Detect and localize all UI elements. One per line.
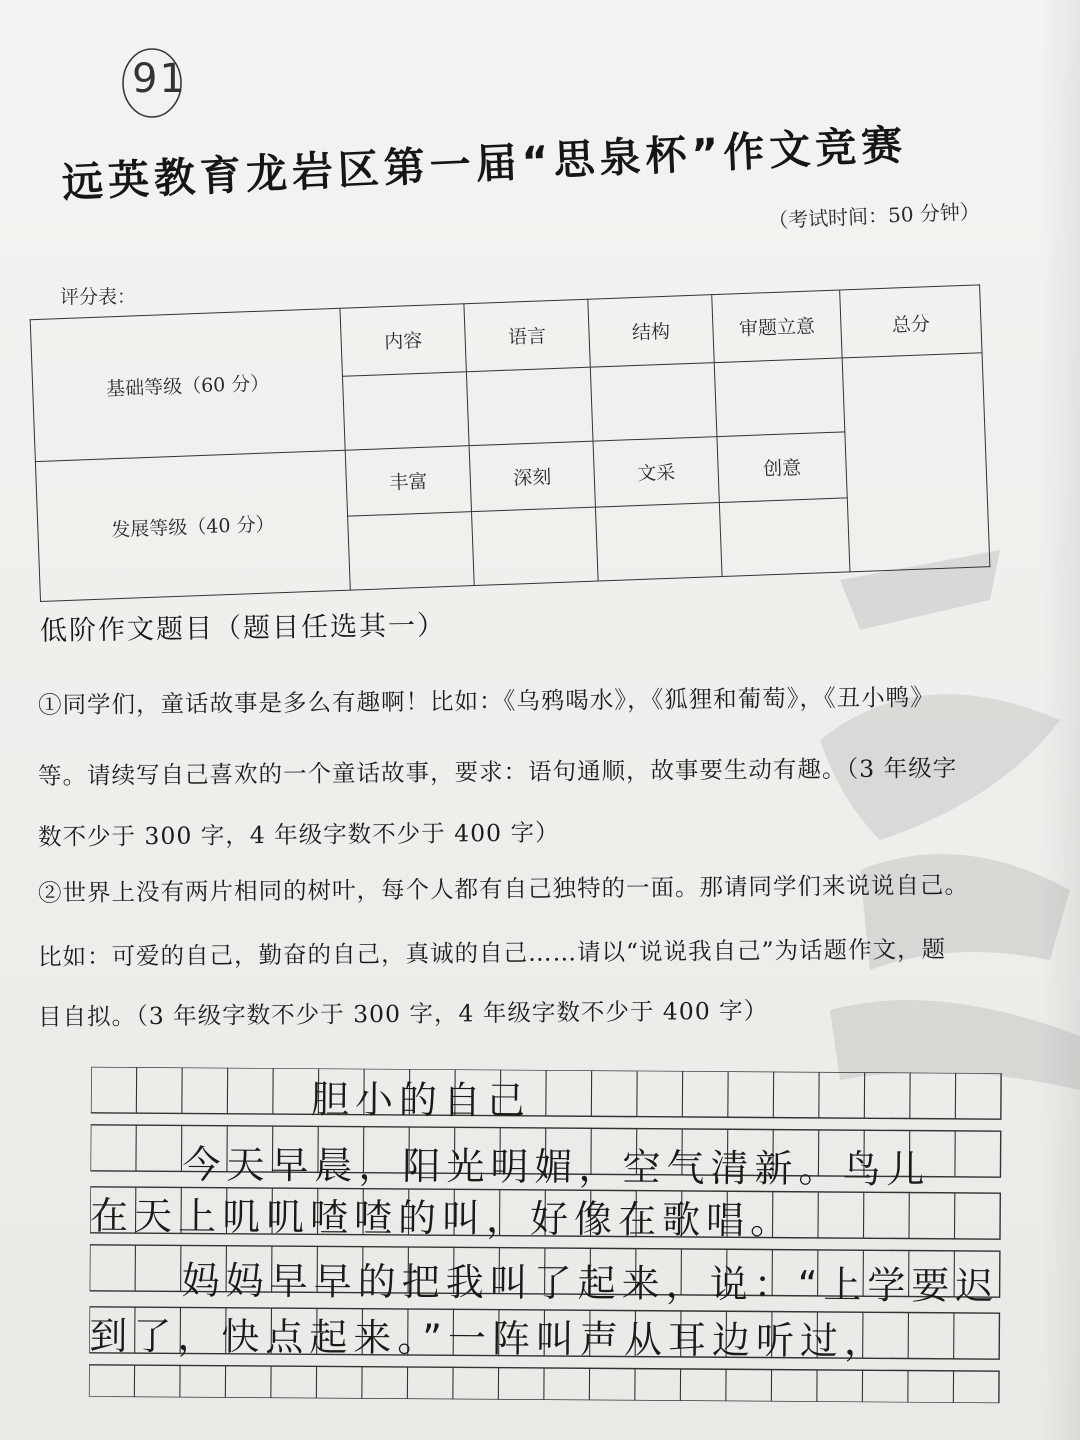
header-creativity: 创意 — [717, 432, 847, 503]
prompt1-line2: 等。请续写自己喜欢的一个童话故事，要求：语句通顺，故事要生动有趣。（3 年级字 — [37, 753, 958, 790]
writing-grid — [89, 1067, 1006, 1403]
page-number-circle — [118, 44, 186, 122]
header-language: 语言 — [464, 299, 590, 371]
handwriting-line3: 妈妈早早的把我叫了起来，说：“上学要迟 — [181, 1258, 1000, 1309]
handwriting-line2: 在天上叽叽喳喳的叫，好像在歌唱。 — [89, 1193, 795, 1243]
score-cell — [595, 503, 722, 581]
header-content: 内容 — [340, 304, 466, 376]
header-theme: 审题立意 — [712, 290, 842, 363]
prompt2-line3: 目自拟。（3 年级字数不少于 300 字，4 年级字数不少于 400 字） — [37, 996, 769, 1031]
page-title: 远英教育龙岩区第一届“思泉杯”作文竞赛 — [61, 120, 909, 207]
score-cell — [472, 507, 599, 585]
prompt2-line1: ②世界上没有两片相同的树叶，每个人都有自己独特的一面。那请同学们来说说自己。 — [37, 870, 970, 907]
score-cell — [590, 363, 717, 441]
handwriting-line4: 到了，快点起来。”一阵叫声从耳边听过， — [89, 1313, 889, 1364]
score-cell — [714, 358, 845, 437]
row1-label: 基础等级（60 分） — [30, 308, 345, 461]
header-structure: 结构 — [588, 295, 714, 367]
prompt2-line2: 比如：可爱的自己，勤奋的自己，真诚的自己……请以“说说我自己”为话题作文，题 — [37, 935, 947, 971]
header-style: 文采 — [593, 437, 719, 507]
score-cell — [348, 512, 475, 590]
header-richness: 丰富 — [345, 446, 471, 516]
prompt1-line3: 数不少于 300 字，4 年级字数不少于 400 字） — [37, 818, 560, 851]
header-total: 总分 — [840, 285, 982, 358]
essay-title: 胆小的自己 — [310, 1077, 532, 1123]
page-number: 91 — [132, 56, 187, 102]
calligraphy-watermark — [800, 540, 1080, 1100]
score-cell — [466, 367, 593, 445]
exam-time: （考试时间：50 分钟） — [767, 199, 981, 233]
prompt1-line1: ①同学们，童话故事是多么有趣啊！比如：《乌鸦喝水》，《狐狸和葡萄》，《丑小鸭》 — [37, 683, 935, 719]
score-cell — [342, 372, 469, 450]
score-cell — [719, 498, 850, 577]
score-table-container — [28, 250, 989, 601]
row2-label: 发展等级（40 分） — [35, 450, 350, 601]
score-table-label: 评分表： — [60, 286, 137, 308]
handwriting-line1: 今天早晨，阳光明媚，空气清新。鸟儿 — [182, 1142, 931, 1192]
score-table — [30, 284, 991, 602]
section-heading: 低阶作文题目（题目任选其一） — [39, 610, 447, 647]
header-depth: 深刻 — [469, 441, 595, 511]
total-score-cell — [842, 353, 990, 572]
